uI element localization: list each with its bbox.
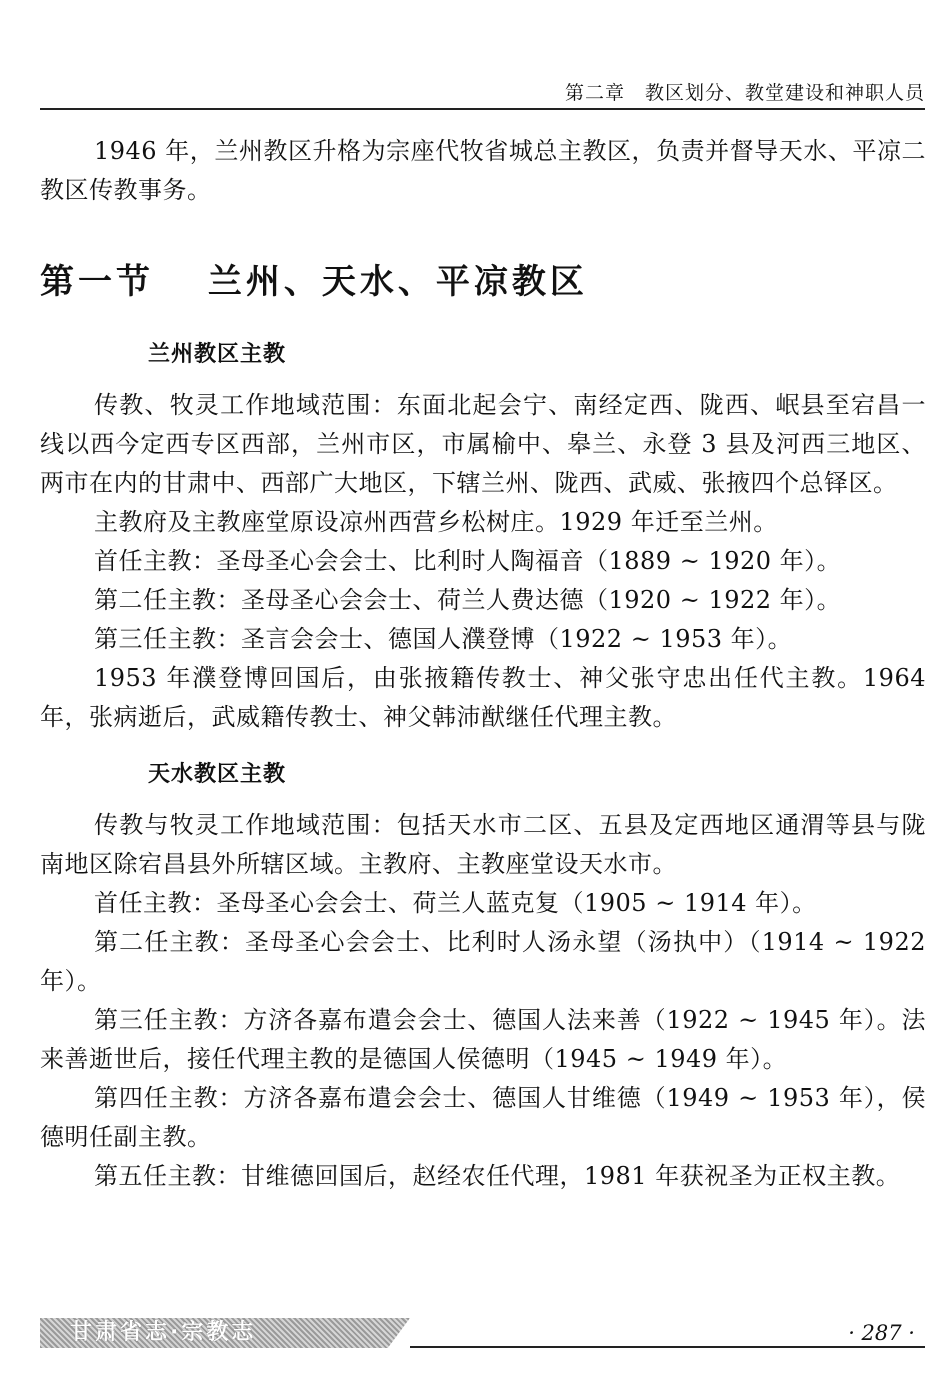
- header-rule: [40, 108, 925, 110]
- tianshui-paragraph: 第三任主教：方济各嘉布遣会会士、德国人法来善（1922 ~ 1945 年）。法来善逝世后，接任代理主教的是德国人侯德明（1945 ~ 1949 年）。: [40, 1006, 926, 1073]
- lanzhou-paragraph: 第二任主教：圣母圣心会会士、荷兰人费达德（1920 ~ 1922 年）。: [94, 586, 842, 614]
- page-body: [40, 132, 926, 1196]
- tianshui-heading: 天水教区主教: [148, 762, 287, 787]
- lanzhou-paragraph: 主教府及主教座堂原设凉州西营乡松树庄。1929 年迁至兰州。: [94, 508, 778, 536]
- intro-paragraph: 1946 年，兰州教区升格为宗座代牧省城总主教区，负责并督导天水、平凉二教区传教事务。: [40, 137, 926, 204]
- lanzhou-paragraph: 1953 年濮登博回国后，由张掖籍传教士、神父张守忠出任代主教。1964 年，张病逝后，武威籍传教士、神父韩沛猷继任代理主教。: [40, 664, 926, 731]
- page-number: · 287 ·: [848, 1321, 915, 1345]
- lanzhou-paragraph: 传教、牧灵工作地域范围：东面北起会宁、南经定西、陇西、岷县至宕昌一线以西今定西专区西部，兰州市区，市属榆中、皋兰、永登 3 县及河西三地区、两市在内的甘肃中、西部广大地区，下辖兰州、陇西、武威、张掖四个总铎区。: [40, 391, 926, 497]
- page-footer: [40, 1318, 925, 1348]
- lanzhou-paragraph: 第三任主教：圣言会会士、德国人濮登博（1922 ~ 1953 年）。: [94, 625, 793, 653]
- lanzhou-paragraph: 首任主教：圣母圣心会会士、比利时人陶福音（1889 ~ 1920 年）。: [94, 547, 842, 575]
- running-header: 第二章 教区划分、教堂建设和神职人员: [564, 82, 925, 104]
- section-title: 第一节 兰州、天水、平凉教区: [40, 262, 588, 302]
- tianshui-paragraph: 第五任主教：甘维德回国后，赵经农任代理，1981 年获祝圣为正权主教。: [94, 1162, 901, 1190]
- footer-book-title: 甘肃省志·宗教志: [70, 1320, 257, 1345]
- tianshui-paragraph: 第二任主教：圣母圣心会会士、比利时人汤永望（汤执中）（1914 ~ 1922 年）。: [40, 928, 926, 995]
- tianshui-paragraph: 传教与牧灵工作地域范围：包括天水市二区、五县及定西地区通渭等县与陇南地区除宕昌县外所辖区域。主教府、主教座堂设天水市。: [40, 811, 926, 878]
- tianshui-paragraph: 第四任主教：方济各嘉布遣会会士、德国人甘维德（1949 ~ 1953 年），侯德明任副主教。: [40, 1084, 926, 1151]
- tianshui-paragraph: 首任主教：圣母圣心会会士、荷兰人蓝克复（1905 ~ 1914 年）。: [94, 889, 817, 917]
- lanzhou-heading: 兰州教区主教: [148, 342, 287, 367]
